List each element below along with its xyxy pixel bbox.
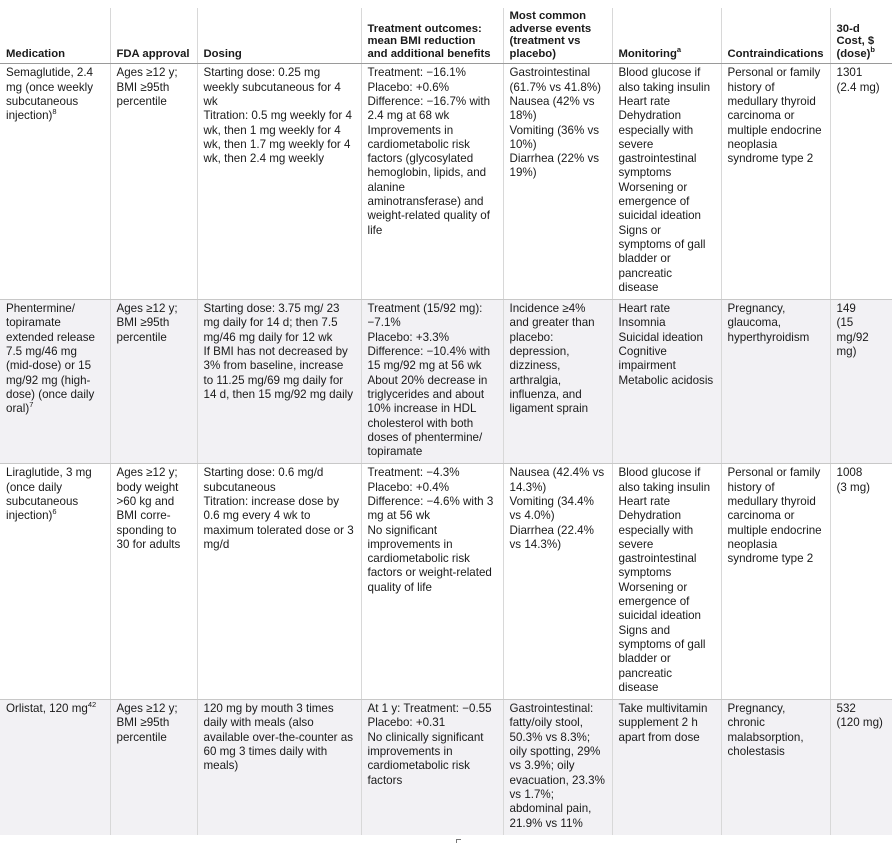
cell-dosing: Starting dose: 0.6 mg/d subcutaneous Titration: increase dose by 0.6 mg every 4 wk to maximum tolerated dose or 3 mg/d [197,464,361,700]
cell-outcomes: Treatment: −4.3% Placebo: +0.4% Difference: −4.6% with 3 mg at 56 wk No significant improvements in cardiometabolic risk factors or weight-related quality of life [361,464,503,700]
header-medication: Medication [0,8,110,64]
cell-outcomes: Treatment: −16.1% Placebo: +0.6% Difference: −16.7% with 2.4 mg at 68 wk Improvements in cardiometabolic risk factors (glycosylated hemoglobin, lipids, and alanine aminotransferase) and weight-related quality of life [361,64,503,300]
cell-fda-approval: Ages ≥12 y; body weight >60 kg and BMI corre-sponding to 30 for adults [110,464,197,700]
page-crop-mark [456,839,461,843]
cell-dosing: 120 mg by mouth 3 times daily with meals (also available over-the-counter as 60 mg 3 times daily with meals) [197,700,361,835]
reference-mark: 6 [52,507,57,517]
cell-cost: 1301 (2.4 mg) [830,64,892,300]
cell-medication: Liraglutide, 3 mg (once daily subcutaneous injection)$^6$ [0,464,110,700]
cell-adverse-events: Incidence ≥4% and greater than placebo: depression, dizziness, arthralgia, influenza, and ligament sprain [503,300,612,464]
reference-mark: 8 [52,107,57,117]
cell-adverse-events: Gastrointestinal (61.7% vs 41.8%) Nausea (42% vs 18%) Vomiting (36% vs 10%) Diarrhea (22% vs 19%) [503,64,612,300]
header-cost: 30-d Cost, $ (dose)$^b$ [830,8,892,64]
table-row [0,300,892,464]
cell-medication: Orlistat, 120 $mg^{42}$ [0,700,110,835]
header-adverse-events: Most common adverse events (treatment vs placebo) [503,8,612,64]
cell-contraindications: Personal or family history of medullary thyroid carcinoma or multiple endocrine neoplasia syndrome type 2 [721,64,830,300]
cell-dosing: Starting dose: 3.75 mg/ 23 mg daily for 14 d; then 7.5 mg/46 mg daily for 12 wk If BMI has not decreased by 3% from baseline, increase to 11.25 mg/69 mg daily for 14 d, then 15 mg/92 mg daily [197,300,361,464]
cell-adverse-events: Gastrointestinal: fatty/oily stool, 50.3% vs 8.3%; oily spotting, 29% vs 3.9%; oily evacuation, 23.3% vs 1.7%; abdominal pain, 21.9% vs 11% [503,700,612,835]
cell-monitoring: Heart rate Insomnia Suicidal ideation Cognitive impairment Metabolic acidosis [612,300,721,464]
cell-contraindications: Pregnancy, glaucoma, hyperthyroidism [721,300,830,464]
header-dosing: Dosing [197,8,361,64]
cell-dosing: Starting dose: 0.25 mg weekly subcutaneous for 4 wk Titration: 0.5 mg weekly for 4 wk, then 1 mg weekly for 4 wk, then 1.7 mg weekly for 4 wk, then 2.4 mg weekly [197,64,361,300]
table-row [0,700,892,835]
header-fda-approval: FDA approval [110,8,197,64]
reference-mark: 42 [87,700,97,710]
cell-cost: 1008 (3 mg) [830,464,892,700]
table-row [0,464,892,700]
cell-cost: 532 (120 mg) [830,700,892,835]
table-header-row [0,8,892,64]
cell-outcomes: Treatment (15/92 mg): −7.1% Placebo: +3.3% Difference: −10.4% with 15 mg/92 mg at 56 wk About 20% decrease in triglycerides and about 10% increase in HDL cholesterol with both doses of phentermine/ topiramate [361,300,503,464]
header-contraindications: Contraindications [721,8,830,64]
cell-outcomes: At 1 y: Treatment: −0.55 Placebo: +0.31 No clinically significant improvements in cardiometabolic risk factors [361,700,503,835]
header-treatment-outcomes: Treatment outcomes: mean BMI reduction and additional benefits [361,8,503,64]
cell-cost: 149 (15 mg/92 mg) [830,300,892,464]
cell-medication: Phentermine/ topiramate extended release 7.5 mg/46 mg (mid-dose) or 15 mg/92 mg (high-dose) (once daily oral)$^7$ [0,300,110,464]
cell-contraindications: Personal or family history of medullary thyroid carcinoma or multiple endocrine neoplasia syndrome type 2 [721,464,830,700]
header-footnote-mark: b [870,45,875,55]
cell-adverse-events: Nausea (42.4% vs 14.3%) Vomiting (34.4% vs 4.0%) Diarrhea (22.4% vs 14.3%) [503,464,612,700]
header-footnote-mark: a [676,45,682,55]
medication-table [0,8,892,835]
cell-monitoring: Take multivitamin supplement 2 h apart from dose [612,700,721,835]
table-row [0,64,892,300]
cell-fda-approval: Ages ≥12 y; BMI ≥95th percentile [110,64,197,300]
cell-medication: Semaglutide, 2.4 mg (once weekly subcutaneous injection)$^8$ [0,64,110,300]
cell-monitoring: Blood glucose if also taking insulin Heart rate Dehydration especially with severe gastrointestinal symptoms Worsening or emergence of suicidal ideation Signs or symptoms of gall bladder or pancreatic disease [612,64,721,300]
reference-mark: 7 [29,400,34,410]
cell-contraindications: Pregnancy, chronic malabsorption, cholestasis [721,700,830,835]
cell-monitoring: Blood glucose if also taking insulin Heart rate Dehydration especially with severe gastrointestinal symptoms Worsening or emergence of suicidal ideation Signs and symptoms of gall bladder or pancreatic disease [612,464,721,700]
cell-fda-approval: Ages ≥12 y; BMI ≥95th percentile [110,300,197,464]
cell-fda-approval: Ages ≥12 y; BMI ≥95th percentile [110,700,197,835]
header-monitoring: Monitoring$^a$ [612,8,721,64]
